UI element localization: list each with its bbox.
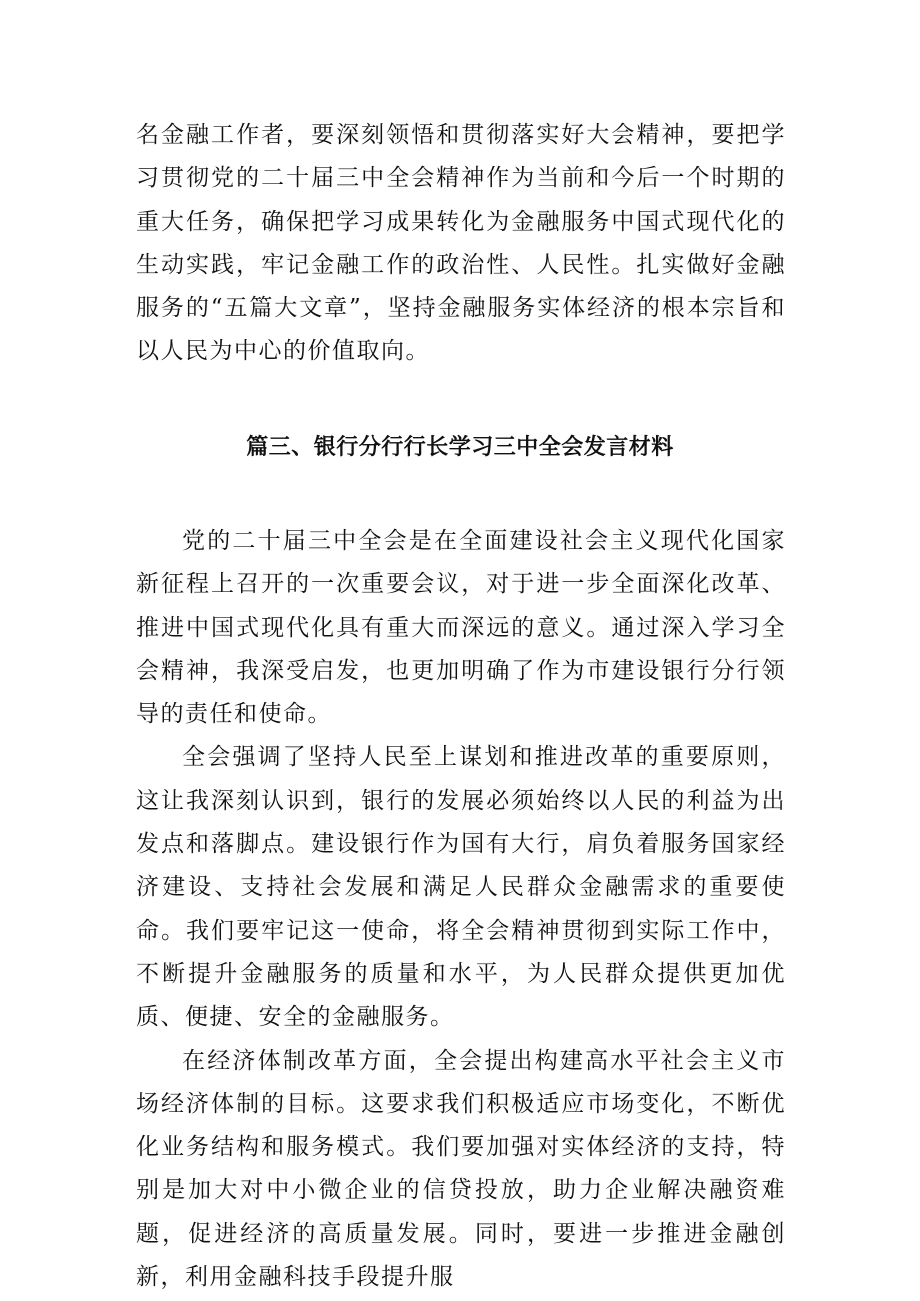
body-paragraph: 全会强调了坚持人民至上谋划和推进改革的重要原则，这让我深刻认识到，银行的发展必须始终以人民的利益为出发点和落脚点。建设银行作为国有大行，肩负着服务国家经济建设、支持社会发展和满足人民群众金融需求的重要使命。我们要牢记这一使命，将全会精神贯彻到实际工作中，不断提升金融服务的质量和水平，为人民群众提供更加优质、便捷、安全的金融服务。 [136, 744, 786, 1031]
section-title: 篇三、银行分行行长学习三中全会发言材料 [246, 435, 674, 460]
body-paragraph: 在经济体制改革方面，全会提出构建高水平社会主义市场经济体制的目标。这要求我们积极适应市场变化，不断优化业务结构和服务模式。我们要加强对实体经济的支持，特别是加大对中小微企业的信贷投放，助力企业解决融资难题，促进经济的高质量发展。同时，要进一步推进金融创新，利用金融科技手段提升服 [136, 1047, 786, 1291]
continuation-paragraph: 名金融工作者，要深刻领悟和贯彻落实好大会精神，要把学习贯彻党的二十届三中全会精神作为当前和今后一个时期的重大任务，确保把学习成果转化为金融服务中国式现代化的生动实践，牢记金融工作的政治性、人民性。扎实做好金融服务的“五篇大文章”，坚持金融服务实体经济的根本宗旨和以人民为中心的价值取向。 [136, 122, 786, 365]
body-paragraph: 党的二十届三中全会是在全面建设社会主义现代化国家新征程上召开的一次重要会议，对于进一步全面深化改革、推进中国式现代化具有重大而深远的意义。通过深入学习全会精神，我深受启发，也更加明确了作为市建设银行分行领导的责任和使命。 [136, 528, 786, 728]
section-body [136, 520, 786, 1299]
